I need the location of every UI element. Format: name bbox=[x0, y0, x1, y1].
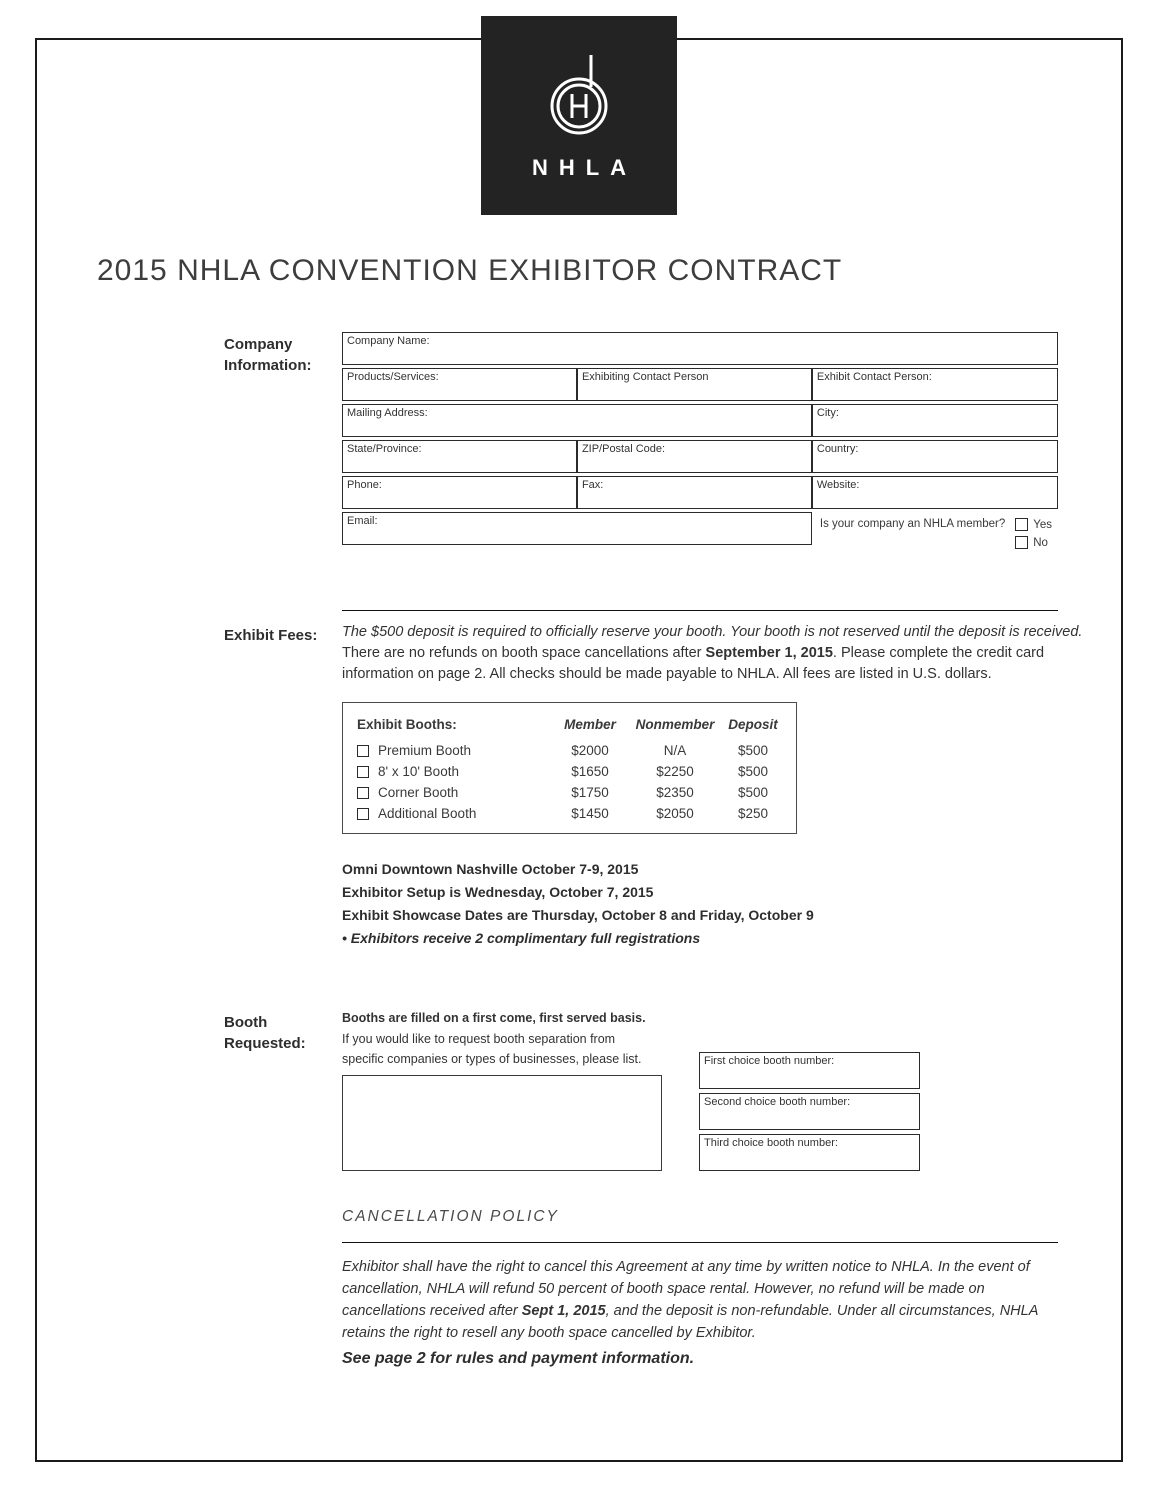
exhibit-contact-field[interactable] bbox=[812, 368, 1058, 401]
booth-choice-column bbox=[699, 1052, 920, 1171]
second-choice-booth-label: Second choice booth number: bbox=[704, 1096, 851, 1108]
booth-desc-line2: specific companies or types of businesses, please list. bbox=[342, 1052, 642, 1066]
corner-booth-deposit: $500 bbox=[737, 785, 769, 800]
cancellation-policy-paragraph bbox=[342, 1256, 1042, 1344]
state-province-field[interactable] bbox=[342, 440, 577, 473]
exhibiting-contact-label: Exhibiting Contact Person bbox=[581, 371, 709, 383]
country-label: Country: bbox=[816, 443, 859, 455]
premium-booth-label: Premium Booth bbox=[378, 743, 472, 758]
phone-label: Phone: bbox=[347, 479, 382, 491]
first-choice-booth-label: First choice booth number: bbox=[704, 1055, 835, 1067]
phone-field[interactable] bbox=[342, 476, 577, 509]
exhibit-booths-table bbox=[342, 702, 797, 834]
section-divider bbox=[342, 610, 1058, 611]
fee-header-member: Member bbox=[564, 717, 616, 732]
event-dates-block bbox=[342, 858, 814, 950]
venue-line: Omni Downtown Nashville October 7-9, 2015 bbox=[342, 861, 639, 877]
fees-intro-italic: The $500 deposit is required to officially reserve your booth. Your booth is not reserved until the deposit is received. bbox=[342, 624, 1083, 640]
email-label: Email: bbox=[347, 515, 378, 527]
third-choice-booth-label: Third choice booth number: bbox=[704, 1137, 838, 1149]
mailing-address-label: Mailing Address: bbox=[347, 407, 428, 419]
member-yes-row bbox=[1015, 518, 1052, 531]
booth-8x10-member-price: $1650 bbox=[571, 764, 609, 779]
fee-table-header-row bbox=[357, 714, 796, 735]
premium-booth-checkbox[interactable] bbox=[357, 745, 369, 757]
zip-postal-label: ZIP/Postal Code: bbox=[581, 443, 666, 455]
cancellation-deadline: Sept 1, 2015 bbox=[521, 1303, 606, 1319]
setup-line: Exhibitor Setup is Wednesday, October 7, 2015 bbox=[342, 884, 654, 900]
exhibit-contact-label: Exhibit Contact Person: bbox=[816, 371, 932, 383]
see-page-2-note: See page 2 for rules and payment information. bbox=[342, 1350, 695, 1367]
fee-row-8x10-booth bbox=[357, 761, 796, 782]
additional-booth-label: Additional Booth bbox=[378, 806, 477, 821]
products-services-label: Products/Services: bbox=[347, 371, 439, 383]
additional-booth-nonmember-price: $2050 bbox=[656, 806, 694, 821]
city-field[interactable] bbox=[812, 404, 1058, 437]
fee-row-premium-booth bbox=[357, 740, 796, 761]
nhla-logo-text: NHLA bbox=[531, 154, 638, 180]
booth-8x10-nonmember-price: $2250 bbox=[656, 764, 694, 779]
additional-booth-checkbox[interactable] bbox=[357, 808, 369, 820]
additional-booth-deposit: $250 bbox=[737, 806, 769, 821]
member-no-label: No bbox=[1033, 536, 1048, 549]
fees-intro-text-b: . Please complete the credit card information on page 2. All checks should be made payable to NHLA. All fees are listed in U.S. dollars. bbox=[342, 645, 1045, 682]
mailing-address-field[interactable] bbox=[342, 404, 812, 437]
state-province-label: State/Province: bbox=[347, 443, 422, 455]
booth-8x10-checkbox[interactable] bbox=[357, 766, 369, 778]
booth-separation-list-box[interactable] bbox=[342, 1075, 662, 1171]
company-info-grid bbox=[342, 332, 1058, 549]
fee-header-deposit: Deposit bbox=[728, 717, 778, 732]
premium-booth-member-price: $2000 bbox=[571, 743, 609, 758]
exhibiting-contact-field[interactable] bbox=[577, 368, 812, 401]
corner-booth-member-price: $1750 bbox=[571, 785, 609, 800]
fee-row-corner-booth bbox=[357, 782, 796, 803]
cancellation-policy-heading: CANCELLATION POLICY bbox=[342, 1208, 559, 1225]
website-field[interactable] bbox=[812, 476, 1058, 509]
premium-booth-nonmember-price: N/A bbox=[663, 743, 687, 758]
third-choice-booth-field[interactable] bbox=[699, 1134, 920, 1171]
member-no-row bbox=[1015, 536, 1052, 549]
booth-requested-section-label: Booth Requested: bbox=[224, 1014, 306, 1052]
fees-intro-deadline: September 1, 2015 bbox=[705, 645, 833, 661]
member-yes-no-group bbox=[1015, 518, 1052, 549]
nhla-logo bbox=[481, 16, 677, 215]
booth-first-come-line: Booths are filled on a first come, first served basis. bbox=[342, 1011, 646, 1025]
booth-8x10-deposit: $500 bbox=[737, 764, 769, 779]
booth-requested-text bbox=[342, 1008, 646, 1070]
booth-desc-line1: If you would like to request booth separation from bbox=[342, 1031, 616, 1046]
page-title: 2015 NHLA CONVENTION EXHIBITOR CONTRACT bbox=[97, 254, 843, 287]
zip-postal-field[interactable] bbox=[577, 440, 812, 473]
premium-booth-deposit: $500 bbox=[737, 743, 769, 758]
corner-booth-label: Corner Booth bbox=[378, 785, 459, 800]
first-choice-booth-field[interactable] bbox=[699, 1052, 920, 1089]
member-yes-checkbox[interactable] bbox=[1015, 518, 1028, 531]
additional-booth-member-price: $1450 bbox=[571, 806, 609, 821]
section-divider bbox=[342, 1242, 1058, 1243]
fee-header-nonmember: Nonmember bbox=[635, 717, 715, 732]
website-label: Website: bbox=[816, 479, 860, 491]
fee-row-additional-booth bbox=[357, 803, 796, 824]
nhla-logo-icon bbox=[546, 51, 612, 139]
complimentary-registrations-line: • Exhibitors receive 2 complimentary full registrations bbox=[342, 930, 701, 946]
showcase-line: Exhibit Showcase Dates are Thursday, October 8 and Friday, October 9 bbox=[342, 907, 814, 923]
cancellation-text-b: , and the deposit is non-refundable. Under all circumstances, NHLA retains the right to resell any booth space cancelled by Exhibitor. bbox=[342, 1303, 1038, 1341]
contract-page bbox=[35, 38, 1123, 1462]
exhibit-fees-intro bbox=[342, 622, 1117, 685]
fax-field[interactable] bbox=[577, 476, 812, 509]
email-field[interactable] bbox=[342, 512, 812, 545]
fax-label: Fax: bbox=[581, 479, 604, 491]
fees-intro-text-a: There are no refunds on booth space cancellations after bbox=[342, 645, 706, 661]
city-label: City: bbox=[816, 407, 839, 419]
corner-booth-nonmember-price: $2350 bbox=[656, 785, 694, 800]
country-field[interactable] bbox=[812, 440, 1058, 473]
company-name-label: Company Name: bbox=[347, 335, 430, 347]
corner-booth-checkbox[interactable] bbox=[357, 787, 369, 799]
company-name-field[interactable] bbox=[342, 332, 1058, 365]
member-no-checkbox[interactable] bbox=[1015, 536, 1028, 549]
exhibit-fees-section-label: Exhibit Fees: bbox=[224, 627, 318, 644]
member-question-label: Is your company an NHLA member? bbox=[819, 518, 1006, 530]
member-yes-label: Yes bbox=[1033, 518, 1052, 531]
company-info-section-label: Company Information: bbox=[224, 336, 312, 374]
second-choice-booth-field[interactable] bbox=[699, 1093, 920, 1130]
member-question-cell bbox=[812, 512, 1058, 549]
cancellation-text-a: Exhibitor shall have the right to cancel this Agreement at any time by written notice to NHLA. In the event of cancellation, NHLA will refund 50 percent of booth space rental. However, no refund will be made on cancellations received after bbox=[342, 1259, 1030, 1319]
products-services-field[interactable] bbox=[342, 368, 577, 401]
fee-header-booths: Exhibit Booths: bbox=[357, 717, 457, 732]
booth-8x10-label: 8' x 10' Booth bbox=[378, 764, 459, 779]
